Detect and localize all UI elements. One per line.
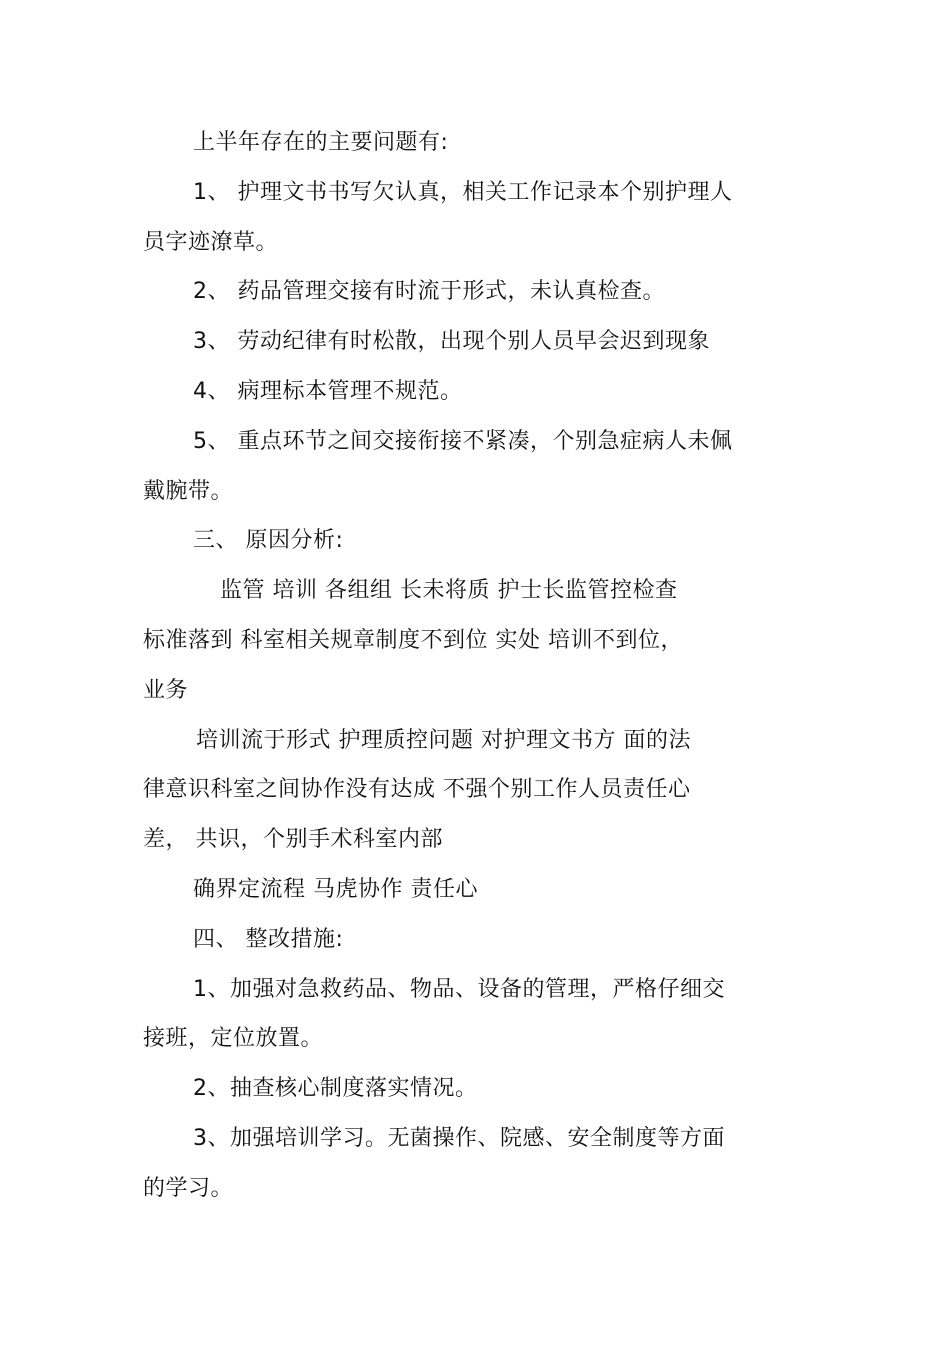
text-line: 监管 培训 各组组 长未将质 护士长监管控检查 <box>220 578 678 603</box>
text-line: 培训流于形式 护理质控问题 对护理文书方 面的法 <box>196 728 691 753</box>
section-heading: 四、 整改措施: <box>193 927 344 952</box>
text-line: 上半年存在的主要问题有: <box>193 130 449 155</box>
text-line: 1、 护理文书书写欠认真，相关工作记录本个别护理人 <box>193 180 733 205</box>
text-line: 律意识科室之间协作没有达成 不强个别工作人员责任心 <box>143 777 691 802</box>
text-line: 接班，定位放置。 <box>143 1026 324 1051</box>
text-line: 1、加强对急救药品、物品、设备的管理，严格仔细交 <box>193 977 725 1002</box>
section-heading: 三、 原因分析: <box>193 528 344 553</box>
text-line: 3、 劳动纪律有时松散，出现个别人员早会迟到现象 <box>193 329 710 354</box>
text-line: 3、加强培训学习。无菌操作、院感、安全制度等方面 <box>193 1126 725 1151</box>
text-line: 差， 共识，个别手术科室内部 <box>143 827 443 852</box>
text-line: 的学习。 <box>143 1176 234 1201</box>
text-line: 业务 <box>143 678 189 703</box>
text-line: 2、 药品管理交接有时流于形式，未认真检查。 <box>193 279 665 304</box>
text-line: 员字迹潦草。 <box>143 230 279 255</box>
text-line: 戴腕带。 <box>143 479 234 504</box>
text-line: 5、 重点环节之间交接衔接不紧凑，个别急症病人未佩 <box>193 429 733 454</box>
text-line: 2、抽查核心制度落实情况。 <box>193 1076 478 1101</box>
text-line: 确界定流程 马虎协作 责任心 <box>193 877 478 902</box>
text-line: 标准落到 科室相关规章制度不到位 实处 培训不到位， <box>143 628 683 653</box>
text-line: 4、 病理标本管理不规范。 <box>193 379 463 404</box>
